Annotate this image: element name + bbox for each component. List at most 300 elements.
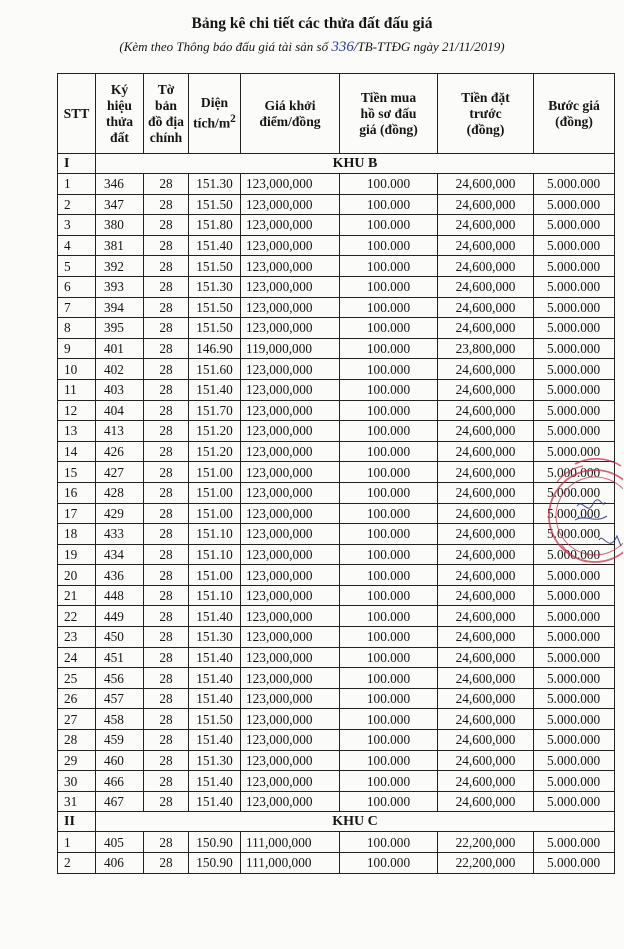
cell-stt: 30 bbox=[58, 771, 96, 792]
header-tien-mua-ho-so-line3: giá (đồng) bbox=[359, 121, 418, 137]
cell-tien-dat-truoc: 24,600,000 bbox=[438, 565, 534, 586]
cell-tien-mua-ho-so: 100.000 bbox=[340, 256, 438, 277]
cell-buoc-gia: 5.000.000 bbox=[534, 853, 615, 874]
header-tien-mua-ho-so bbox=[340, 74, 438, 154]
cell-stt: 14 bbox=[58, 441, 96, 462]
table-row bbox=[58, 235, 615, 256]
cell-buoc-gia: 5.000.000 bbox=[534, 400, 615, 421]
cell-buoc-gia: 5.000.000 bbox=[534, 338, 615, 359]
cell-buoc-gia: 5.000.000 bbox=[534, 256, 615, 277]
cell-gia-khoi-diem: 123,000,000 bbox=[241, 688, 340, 709]
cell-to-ban-do: 28 bbox=[144, 297, 189, 318]
section-number: I bbox=[58, 154, 96, 174]
table-row bbox=[58, 400, 615, 421]
cell-buoc-gia: 5.000.000 bbox=[534, 359, 615, 380]
cell-dien-tich: 151.50 bbox=[189, 297, 241, 318]
cell-dien-tich: 150.90 bbox=[189, 832, 241, 853]
cell-tien-mua-ho-so: 100.000 bbox=[340, 668, 438, 689]
table-row bbox=[58, 379, 615, 400]
cell-gia-khoi-diem: 119,000,000 bbox=[241, 338, 340, 359]
cell-stt: 11 bbox=[58, 379, 96, 400]
cell-tien-dat-truoc: 24,600,000 bbox=[438, 524, 534, 545]
cell-gia-khoi-diem: 123,000,000 bbox=[241, 379, 340, 400]
subtitle-suffix: /TB-TTĐG ngày 21/11/2019) bbox=[353, 39, 505, 54]
header-gia-khoi-diem-line1: Giá khởi bbox=[264, 97, 316, 113]
cell-tien-mua-ho-so: 100.000 bbox=[340, 276, 438, 297]
cell-to-ban-do: 28 bbox=[144, 215, 189, 236]
cell-gia-khoi-diem: 123,000,000 bbox=[241, 359, 340, 380]
table-row bbox=[58, 482, 615, 503]
cell-buoc-gia: 5.000.000 bbox=[534, 441, 615, 462]
cell-ky-hieu: 448 bbox=[96, 585, 144, 606]
cell-gia-khoi-diem: 123,000,000 bbox=[241, 256, 340, 277]
cell-tien-dat-truoc: 24,600,000 bbox=[438, 215, 534, 236]
cell-tien-dat-truoc: 24,600,000 bbox=[438, 441, 534, 462]
header-to-ban-do-line1: Tờ bbox=[157, 81, 175, 97]
cell-to-ban-do: 28 bbox=[144, 565, 189, 586]
cell-dien-tich: 151.40 bbox=[189, 688, 241, 709]
cell-dien-tich: 151.10 bbox=[189, 585, 241, 606]
cell-buoc-gia: 5.000.000 bbox=[534, 771, 615, 792]
cell-dien-tich: 151.40 bbox=[189, 647, 241, 668]
cell-ky-hieu: 381 bbox=[96, 235, 144, 256]
table-row bbox=[58, 174, 615, 195]
cell-buoc-gia: 5.000.000 bbox=[534, 688, 615, 709]
cell-dien-tich: 151.50 bbox=[189, 256, 241, 277]
cell-buoc-gia: 5.000.000 bbox=[534, 276, 615, 297]
header-dien-tich bbox=[189, 74, 241, 154]
cell-tien-mua-ho-so: 100.000 bbox=[340, 832, 438, 853]
cell-buoc-gia: 5.000.000 bbox=[534, 709, 615, 730]
cell-gia-khoi-diem: 123,000,000 bbox=[241, 544, 340, 565]
cell-gia-khoi-diem: 123,000,000 bbox=[241, 276, 340, 297]
cell-to-ban-do: 28 bbox=[144, 668, 189, 689]
cell-dien-tich: 150.90 bbox=[189, 853, 241, 874]
table-row bbox=[58, 359, 615, 380]
cell-buoc-gia: 5.000.000 bbox=[534, 730, 615, 751]
header-tien-mua-ho-so-line2: hồ sơ đấu bbox=[360, 105, 417, 121]
cell-to-ban-do: 28 bbox=[144, 585, 189, 606]
cell-gia-khoi-diem: 123,000,000 bbox=[241, 482, 340, 503]
cell-dien-tich: 151.40 bbox=[189, 791, 241, 812]
cell-to-ban-do: 28 bbox=[144, 174, 189, 195]
cell-tien-mua-ho-so: 100.000 bbox=[340, 585, 438, 606]
cell-tien-mua-ho-so: 100.000 bbox=[340, 421, 438, 442]
header-tien-dat-truoc-line1: Tiền đặt bbox=[461, 89, 510, 105]
table-row bbox=[58, 832, 615, 853]
cell-to-ban-do: 28 bbox=[144, 441, 189, 462]
cell-tien-dat-truoc: 24,600,000 bbox=[438, 730, 534, 751]
cell-dien-tich: 151.30 bbox=[189, 276, 241, 297]
cell-to-ban-do: 28 bbox=[144, 276, 189, 297]
header-buoc-gia-line2: (đồng) bbox=[555, 113, 593, 129]
cell-gia-khoi-diem: 123,000,000 bbox=[241, 606, 340, 627]
cell-ky-hieu: 413 bbox=[96, 421, 144, 442]
section-name: KHU B bbox=[96, 154, 615, 174]
cell-stt: 6 bbox=[58, 276, 96, 297]
cell-stt: 25 bbox=[58, 668, 96, 689]
cell-stt: 7 bbox=[58, 297, 96, 318]
cell-tien-dat-truoc: 24,600,000 bbox=[438, 235, 534, 256]
cell-ky-hieu: 405 bbox=[96, 832, 144, 853]
cell-ky-hieu: 393 bbox=[96, 276, 144, 297]
cell-dien-tich: 151.40 bbox=[189, 668, 241, 689]
cell-to-ban-do: 28 bbox=[144, 750, 189, 771]
cell-to-ban-do: 28 bbox=[144, 524, 189, 545]
cell-to-ban-do: 28 bbox=[144, 421, 189, 442]
header-ky-hieu-line1: Ký bbox=[110, 81, 129, 97]
cell-to-ban-do: 28 bbox=[144, 359, 189, 380]
cell-dien-tich: 151.00 bbox=[189, 482, 241, 503]
cell-ky-hieu: 457 bbox=[96, 688, 144, 709]
cell-tien-mua-ho-so: 100.000 bbox=[340, 318, 438, 339]
cell-tien-dat-truoc: 22,200,000 bbox=[438, 853, 534, 874]
section-name: KHU C bbox=[96, 812, 615, 832]
header-dien-tich-line2: tích/m bbox=[193, 115, 231, 131]
cell-tien-mua-ho-so: 100.000 bbox=[340, 441, 438, 462]
cell-tien-dat-truoc: 24,600,000 bbox=[438, 174, 534, 195]
table-row bbox=[58, 627, 615, 648]
cell-gia-khoi-diem: 123,000,000 bbox=[241, 627, 340, 648]
cell-buoc-gia: 5.000.000 bbox=[534, 379, 615, 400]
header-dien-tich-sup: 2 bbox=[230, 113, 236, 126]
cell-gia-khoi-diem: 123,000,000 bbox=[241, 524, 340, 545]
cell-buoc-gia: 5.000.000 bbox=[534, 647, 615, 668]
cell-buoc-gia: 5.000.000 bbox=[534, 544, 615, 565]
cell-ky-hieu: 406 bbox=[96, 853, 144, 874]
cell-tien-dat-truoc: 24,600,000 bbox=[438, 688, 534, 709]
cell-ky-hieu: 434 bbox=[96, 544, 144, 565]
document-title: Bảng kê chi tiết các thửa đất đấu giá bbox=[191, 15, 433, 32]
table-row bbox=[58, 256, 615, 277]
cell-stt: 24 bbox=[58, 647, 96, 668]
cell-tien-dat-truoc: 24,600,000 bbox=[438, 647, 534, 668]
table-row bbox=[58, 524, 615, 545]
cell-gia-khoi-diem: 123,000,000 bbox=[241, 441, 340, 462]
cell-dien-tich: 151.00 bbox=[189, 462, 241, 483]
cell-gia-khoi-diem: 123,000,000 bbox=[241, 318, 340, 339]
cell-buoc-gia: 5.000.000 bbox=[534, 503, 615, 524]
table-row bbox=[58, 791, 615, 812]
header-ky-hieu-line4: đất bbox=[110, 129, 129, 145]
cell-tien-dat-truoc: 24,600,000 bbox=[438, 709, 534, 730]
cell-to-ban-do: 28 bbox=[144, 791, 189, 812]
table-row bbox=[58, 462, 615, 483]
cell-stt: 13 bbox=[58, 421, 96, 442]
cell-gia-khoi-diem: 111,000,000 bbox=[241, 853, 340, 874]
cell-dien-tich: 151.40 bbox=[189, 730, 241, 751]
cell-ky-hieu: 450 bbox=[96, 627, 144, 648]
cell-tien-mua-ho-so: 100.000 bbox=[340, 400, 438, 421]
cell-stt: 8 bbox=[58, 318, 96, 339]
cell-ky-hieu: 456 bbox=[96, 668, 144, 689]
subtitle-prefix: (Kèm theo Thông báo đấu giá tài sản số bbox=[119, 39, 332, 54]
table-row bbox=[58, 771, 615, 792]
cell-to-ban-do: 28 bbox=[144, 544, 189, 565]
cell-tien-mua-ho-so: 100.000 bbox=[340, 524, 438, 545]
cell-to-ban-do: 28 bbox=[144, 503, 189, 524]
cell-tien-dat-truoc: 24,600,000 bbox=[438, 668, 534, 689]
cell-dien-tich: 151.80 bbox=[189, 215, 241, 236]
cell-tien-mua-ho-so: 100.000 bbox=[340, 709, 438, 730]
cell-to-ban-do: 28 bbox=[144, 771, 189, 792]
cell-tien-mua-ho-so: 100.000 bbox=[340, 853, 438, 874]
cell-gia-khoi-diem: 123,000,000 bbox=[241, 235, 340, 256]
header-tien-mua-ho-so-line1: Tiền mua bbox=[360, 89, 417, 105]
cell-buoc-gia: 5.000.000 bbox=[534, 235, 615, 256]
cell-tien-dat-truoc: 24,600,000 bbox=[438, 462, 534, 483]
cell-stt: 28 bbox=[58, 730, 96, 751]
cell-stt: 1 bbox=[58, 174, 96, 195]
cell-ky-hieu: 380 bbox=[96, 215, 144, 236]
header-to-ban-do-line4: chính bbox=[149, 129, 183, 145]
cell-tien-dat-truoc: 24,600,000 bbox=[438, 297, 534, 318]
cell-tien-dat-truoc: 23,800,000 bbox=[438, 338, 534, 359]
header-tien-dat-truoc bbox=[438, 74, 534, 154]
table-row bbox=[58, 441, 615, 462]
cell-tien-mua-ho-so: 100.000 bbox=[340, 730, 438, 751]
header-to-ban-do-line3: đồ địa bbox=[148, 113, 184, 129]
cell-buoc-gia: 5.000.000 bbox=[534, 606, 615, 627]
cell-tien-mua-ho-so: 100.000 bbox=[340, 750, 438, 771]
cell-to-ban-do: 28 bbox=[144, 379, 189, 400]
cell-stt: 4 bbox=[58, 235, 96, 256]
cell-tien-mua-ho-so: 100.000 bbox=[340, 215, 438, 236]
cell-gia-khoi-diem: 123,000,000 bbox=[241, 750, 340, 771]
table-row bbox=[58, 709, 615, 730]
cell-gia-khoi-diem: 123,000,000 bbox=[241, 462, 340, 483]
cell-dien-tich: 151.20 bbox=[189, 421, 241, 442]
cell-dien-tich: 151.40 bbox=[189, 606, 241, 627]
header-ky-hieu bbox=[96, 74, 144, 154]
cell-to-ban-do: 28 bbox=[144, 709, 189, 730]
cell-gia-khoi-diem: 123,000,000 bbox=[241, 585, 340, 606]
cell-gia-khoi-diem: 123,000,000 bbox=[241, 771, 340, 792]
cell-buoc-gia: 5.000.000 bbox=[534, 565, 615, 586]
cell-buoc-gia: 5.000.000 bbox=[534, 215, 615, 236]
cell-gia-khoi-diem: 123,000,000 bbox=[241, 297, 340, 318]
table-row bbox=[58, 421, 615, 442]
cell-ky-hieu: 347 bbox=[96, 194, 144, 215]
cell-ky-hieu: 346 bbox=[96, 174, 144, 195]
table-row bbox=[58, 668, 615, 689]
cell-stt: 20 bbox=[58, 565, 96, 586]
cell-stt: 2 bbox=[58, 194, 96, 215]
cell-dien-tich: 146.90 bbox=[189, 338, 241, 359]
cell-gia-khoi-diem: 123,000,000 bbox=[241, 668, 340, 689]
cell-stt: 5 bbox=[58, 256, 96, 277]
cell-tien-dat-truoc: 24,600,000 bbox=[438, 585, 534, 606]
table-row bbox=[58, 318, 615, 339]
section-number: II bbox=[58, 812, 96, 832]
cell-to-ban-do: 28 bbox=[144, 235, 189, 256]
cell-to-ban-do: 28 bbox=[144, 853, 189, 874]
cell-ky-hieu: 404 bbox=[96, 400, 144, 421]
cell-stt: 10 bbox=[58, 359, 96, 380]
header-ky-hieu-line2: hiệu bbox=[107, 97, 132, 113]
cell-dien-tich: 151.30 bbox=[189, 174, 241, 195]
header-stt: STT bbox=[58, 74, 96, 154]
cell-buoc-gia: 5.000.000 bbox=[534, 482, 615, 503]
cell-stt: 9 bbox=[58, 338, 96, 359]
cell-tien-dat-truoc: 24,600,000 bbox=[438, 256, 534, 277]
cell-dien-tich: 151.10 bbox=[189, 524, 241, 545]
table-row bbox=[58, 730, 615, 751]
cell-tien-dat-truoc: 24,600,000 bbox=[438, 771, 534, 792]
cell-dien-tich: 151.00 bbox=[189, 565, 241, 586]
cell-tien-dat-truoc: 24,600,000 bbox=[438, 627, 534, 648]
cell-buoc-gia: 5.000.000 bbox=[534, 668, 615, 689]
cell-tien-mua-ho-so: 100.000 bbox=[340, 297, 438, 318]
cell-gia-khoi-diem: 123,000,000 bbox=[241, 730, 340, 751]
cell-ky-hieu: 467 bbox=[96, 791, 144, 812]
cell-buoc-gia: 5.000.000 bbox=[534, 750, 615, 771]
cell-stt: 27 bbox=[58, 709, 96, 730]
cell-tien-mua-ho-so: 100.000 bbox=[340, 688, 438, 709]
table-body bbox=[58, 154, 615, 874]
document-subtitle bbox=[0, 39, 624, 56]
cell-tien-mua-ho-so: 100.000 bbox=[340, 235, 438, 256]
cell-buoc-gia: 5.000.000 bbox=[534, 462, 615, 483]
cell-ky-hieu: 401 bbox=[96, 338, 144, 359]
cell-ky-hieu: 433 bbox=[96, 524, 144, 545]
cell-dien-tich: 151.40 bbox=[189, 379, 241, 400]
cell-gia-khoi-diem: 111,000,000 bbox=[241, 832, 340, 853]
cell-dien-tich: 151.40 bbox=[189, 235, 241, 256]
cell-ky-hieu: 429 bbox=[96, 503, 144, 524]
cell-tien-mua-ho-so: 100.000 bbox=[340, 791, 438, 812]
cell-dien-tich: 151.30 bbox=[189, 627, 241, 648]
auction-lots-table bbox=[57, 73, 615, 874]
cell-gia-khoi-diem: 123,000,000 bbox=[241, 215, 340, 236]
cell-dien-tich: 151.30 bbox=[189, 750, 241, 771]
cell-tien-mua-ho-so: 100.000 bbox=[340, 482, 438, 503]
cell-stt: 26 bbox=[58, 688, 96, 709]
cell-to-ban-do: 28 bbox=[144, 606, 189, 627]
cell-tien-dat-truoc: 24,600,000 bbox=[438, 194, 534, 215]
cell-stt: 15 bbox=[58, 462, 96, 483]
cell-ky-hieu: 460 bbox=[96, 750, 144, 771]
cell-buoc-gia: 5.000.000 bbox=[534, 421, 615, 442]
cell-buoc-gia: 5.000.000 bbox=[534, 791, 615, 812]
table-row bbox=[58, 750, 615, 771]
cell-ky-hieu: 428 bbox=[96, 482, 144, 503]
cell-ky-hieu: 451 bbox=[96, 647, 144, 668]
header-tien-dat-truoc-line3: (đồng) bbox=[466, 121, 505, 137]
cell-tien-dat-truoc: 24,600,000 bbox=[438, 379, 534, 400]
cell-gia-khoi-diem: 123,000,000 bbox=[241, 503, 340, 524]
cell-to-ban-do: 28 bbox=[144, 832, 189, 853]
cell-tien-mua-ho-so: 100.000 bbox=[340, 174, 438, 195]
cell-to-ban-do: 28 bbox=[144, 400, 189, 421]
cell-stt: 19 bbox=[58, 544, 96, 565]
cell-tien-dat-truoc: 24,600,000 bbox=[438, 482, 534, 503]
header-gia-khoi-diem bbox=[241, 74, 340, 154]
cell-dien-tich: 151.50 bbox=[189, 194, 241, 215]
cell-ky-hieu: 466 bbox=[96, 771, 144, 792]
cell-tien-mua-ho-so: 100.000 bbox=[340, 627, 438, 648]
cell-stt: 2 bbox=[58, 853, 96, 874]
cell-tien-dat-truoc: 24,600,000 bbox=[438, 359, 534, 380]
cell-stt: 21 bbox=[58, 585, 96, 606]
cell-tien-mua-ho-so: 100.000 bbox=[340, 503, 438, 524]
cell-ky-hieu: 436 bbox=[96, 565, 144, 586]
cell-ky-hieu: 402 bbox=[96, 359, 144, 380]
cell-tien-dat-truoc: 24,600,000 bbox=[438, 421, 534, 442]
table-row bbox=[58, 276, 615, 297]
cell-buoc-gia: 5.000.000 bbox=[534, 297, 615, 318]
table-row bbox=[58, 647, 615, 668]
cell-to-ban-do: 28 bbox=[144, 647, 189, 668]
cell-buoc-gia: 5.000.000 bbox=[534, 585, 615, 606]
cell-ky-hieu: 392 bbox=[96, 256, 144, 277]
cell-tien-dat-truoc: 24,600,000 bbox=[438, 791, 534, 812]
table-row bbox=[58, 565, 615, 586]
cell-to-ban-do: 28 bbox=[144, 627, 189, 648]
cell-stt: 31 bbox=[58, 791, 96, 812]
notice-number: 336 bbox=[331, 39, 354, 55]
cell-buoc-gia: 5.000.000 bbox=[534, 318, 615, 339]
cell-stt: 3 bbox=[58, 215, 96, 236]
header-buoc-gia-line1: Bước giá bbox=[548, 97, 600, 113]
cell-stt: 18 bbox=[58, 524, 96, 545]
header-tien-dat-truoc-line2: trước bbox=[469, 105, 502, 121]
cell-stt: 17 bbox=[58, 503, 96, 524]
cell-tien-mua-ho-so: 100.000 bbox=[340, 647, 438, 668]
cell-dien-tich: 151.40 bbox=[189, 771, 241, 792]
table-row bbox=[58, 853, 615, 874]
cell-tien-dat-truoc: 24,600,000 bbox=[438, 750, 534, 771]
cell-gia-khoi-diem: 123,000,000 bbox=[241, 791, 340, 812]
cell-to-ban-do: 28 bbox=[144, 730, 189, 751]
cell-ky-hieu: 449 bbox=[96, 606, 144, 627]
cell-gia-khoi-diem: 123,000,000 bbox=[241, 400, 340, 421]
cell-tien-mua-ho-so: 100.000 bbox=[340, 771, 438, 792]
cell-gia-khoi-diem: 123,000,000 bbox=[241, 647, 340, 668]
cell-tien-mua-ho-so: 100.000 bbox=[340, 544, 438, 565]
cell-to-ban-do: 28 bbox=[144, 194, 189, 215]
table-row bbox=[58, 338, 615, 359]
cell-to-ban-do: 28 bbox=[144, 482, 189, 503]
cell-tien-dat-truoc: 24,600,000 bbox=[438, 544, 534, 565]
cell-to-ban-do: 28 bbox=[144, 688, 189, 709]
cell-dien-tich: 151.70 bbox=[189, 400, 241, 421]
cell-stt: 1 bbox=[58, 832, 96, 853]
cell-to-ban-do: 28 bbox=[144, 318, 189, 339]
header-buoc-gia bbox=[534, 74, 615, 154]
cell-tien-dat-truoc: 22,200,000 bbox=[438, 832, 534, 853]
table-row bbox=[58, 606, 615, 627]
cell-buoc-gia: 5.000.000 bbox=[534, 627, 615, 648]
cell-tien-mua-ho-so: 100.000 bbox=[340, 338, 438, 359]
cell-dien-tich: 151.00 bbox=[189, 503, 241, 524]
cell-stt: 16 bbox=[58, 482, 96, 503]
table-row bbox=[58, 503, 615, 524]
cell-dien-tich: 151.50 bbox=[189, 709, 241, 730]
header-to-ban-do-line2: bản bbox=[155, 97, 177, 113]
cell-dien-tich: 151.10 bbox=[189, 544, 241, 565]
header-to-ban-do bbox=[144, 74, 189, 154]
cell-stt: 29 bbox=[58, 750, 96, 771]
cell-gia-khoi-diem: 123,000,000 bbox=[241, 194, 340, 215]
cell-ky-hieu: 458 bbox=[96, 709, 144, 730]
cell-tien-dat-truoc: 24,600,000 bbox=[438, 606, 534, 627]
cell-tien-mua-ho-so: 100.000 bbox=[340, 379, 438, 400]
cell-tien-dat-truoc: 24,600,000 bbox=[438, 400, 534, 421]
cell-ky-hieu: 403 bbox=[96, 379, 144, 400]
cell-ky-hieu: 459 bbox=[96, 730, 144, 751]
cell-to-ban-do: 28 bbox=[144, 256, 189, 277]
